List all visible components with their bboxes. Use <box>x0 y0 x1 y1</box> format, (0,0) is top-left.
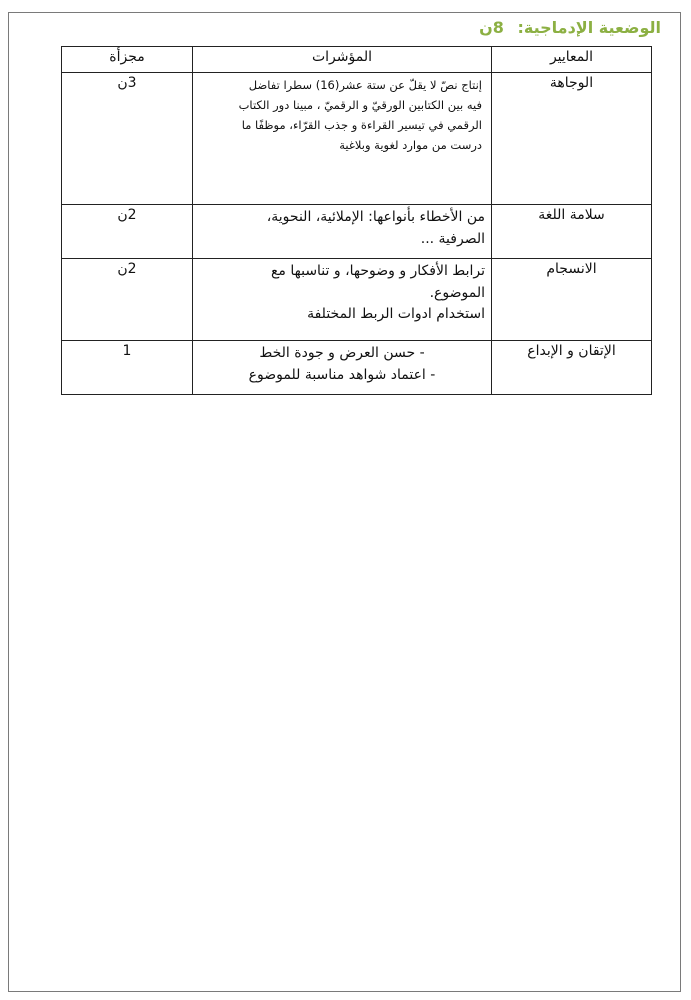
section-title <box>479 18 661 37</box>
indicators-cell <box>193 73 492 205</box>
assessment-criteria-table <box>61 46 652 395</box>
table-row <box>62 341 652 395</box>
header-criteria: المعايير <box>492 47 652 73</box>
indicator-line: من الأخطاء بأنواعها: الإملائية، النحوية، <box>266 209 485 225</box>
indicator-line: ترابط الأفكار و وضوحها، و تناسبها مع <box>270 263 485 279</box>
criterion-cell: الإتقان و الإبداع <box>492 341 652 395</box>
indicator-line: درست من موارد لغوية وبلاغية <box>339 138 482 153</box>
indicators-cell <box>193 205 492 259</box>
criterion-cell: الانسجام <box>492 259 652 341</box>
score-cell: 1 <box>62 341 193 395</box>
criterion-cell: سلامة اللغة <box>492 205 652 259</box>
indicator-line: الرقمي في تيسير القراءة و جذب القرّاء، موظفًا ما <box>241 118 482 133</box>
indicator-line: - اعتماد شواهد مناسبة للموضوع <box>248 366 436 383</box>
indicator-line: فيه بين الكتابين الورقيّ و الرقميّ ، مبينا دور الكتاب <box>238 98 482 113</box>
table-row <box>62 259 652 341</box>
indicator-line: الصرفية ... <box>420 230 485 247</box>
indicator-line: الموضوع. <box>429 284 485 301</box>
table-header-row <box>62 47 652 73</box>
indicator-line: - حسن العرض و جودة الخط <box>259 345 425 361</box>
indicators-cell <box>193 259 492 341</box>
header-score: مجزأة <box>62 47 193 73</box>
score-cell: 2ن <box>62 259 193 341</box>
indicator-line: إنتاج نصّ لا يقلّ عن ستة عشر(16) سطرا تفاضل <box>248 78 482 92</box>
criterion-cell: الوجاهة <box>492 73 652 205</box>
table-row <box>62 73 652 205</box>
score-cell: 3ن <box>62 73 193 205</box>
score-cell: 2ن <box>62 205 193 259</box>
indicators-cell <box>193 341 492 395</box>
table-row <box>62 205 652 259</box>
section-total-score: 8ن <box>479 18 504 37</box>
header-indicators: المؤشرات <box>193 47 492 73</box>
section-title-text: الوضعية الإدماجية: <box>517 18 661 37</box>
indicator-line: استخدام ادوات الربط المختلفة <box>307 306 485 323</box>
